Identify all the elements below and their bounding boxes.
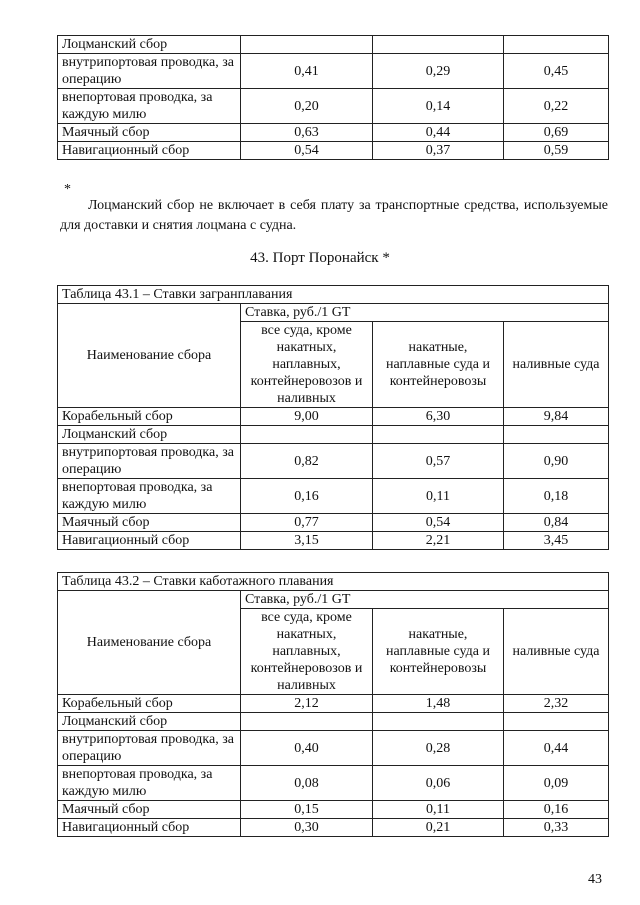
rate-cell: 0,90 xyxy=(504,444,609,479)
header-fee-name: Наименование сбора xyxy=(58,591,241,695)
fee-name: внепортовая проводка, за каждую милю xyxy=(58,766,241,801)
table-row xyxy=(58,713,609,731)
rate-cell: 0,45 xyxy=(504,54,609,89)
fee-name: Маячный сбор xyxy=(58,801,241,819)
rate-cell: 9,00 xyxy=(241,408,373,426)
table-caption-row xyxy=(58,286,609,304)
footnote-text: Лоцманский сбор не включает в себя плату за транспортные средства, используемые для доставки и снятия лоцмана с судна. xyxy=(60,198,608,233)
header-col-all-ships: все суда, кроме накатных, наплавных, контейнеровозов и наливных xyxy=(241,322,373,408)
rate-cell: 0,11 xyxy=(373,801,504,819)
rate-cell: 0,59 xyxy=(504,142,609,160)
header-col-roro: накатные, наплавные суда и контейнеровозы xyxy=(373,322,504,408)
rate-cell xyxy=(504,713,609,731)
header-col-all-ships: все суда, кроме накатных, наплавных, контейнеровозов и наливных xyxy=(241,609,373,695)
rate-cell: 0,54 xyxy=(241,142,373,160)
rate-cell: 2,12 xyxy=(241,695,373,713)
header-row xyxy=(58,591,609,609)
header-fee-name: Наименование сбора xyxy=(58,304,241,408)
table-row xyxy=(58,142,609,160)
fee-name: Навигационный сбор xyxy=(58,142,241,160)
table-43-1 xyxy=(57,285,609,550)
rate-cell: 0,15 xyxy=(241,801,373,819)
rate-cell: 0,69 xyxy=(504,124,609,142)
continuation-table xyxy=(57,35,609,160)
rate-cell: 0,16 xyxy=(241,479,373,514)
fee-name: внутрипортовая проводка, за операцию xyxy=(58,54,241,89)
fee-name: Лоцманский сбор xyxy=(58,426,241,444)
fee-name: внепортовая проводка, за каждую милю xyxy=(58,479,241,514)
rate-cell: 0,63 xyxy=(241,124,373,142)
header-row xyxy=(58,304,609,322)
table-43-2 xyxy=(57,572,609,837)
rate-cell: 2,32 xyxy=(504,695,609,713)
rate-cell xyxy=(373,713,504,731)
rate-cell xyxy=(504,426,609,444)
rate-cell: 3,45 xyxy=(504,532,609,550)
fee-name: Маячный сбор xyxy=(58,124,241,142)
rate-cell xyxy=(373,36,504,54)
fee-name: Корабельный сбор xyxy=(58,408,241,426)
rate-cell: 0,29 xyxy=(373,54,504,89)
table-row xyxy=(58,514,609,532)
header-col-tankers: наливные суда xyxy=(504,322,609,408)
header-col-tankers: наливные суда xyxy=(504,609,609,695)
header-col-roro: накатные, наплавные суда и контейнеровозы xyxy=(373,609,504,695)
rate-cell: 0,21 xyxy=(373,819,504,837)
rate-cell: 0,44 xyxy=(373,124,504,142)
rate-cell: 0,14 xyxy=(373,89,504,124)
table-row xyxy=(58,695,609,713)
table-caption: Таблица 43.2 – Ставки каботажного плавания xyxy=(58,573,609,591)
rate-cell: 0,11 xyxy=(373,479,504,514)
rate-cell xyxy=(504,36,609,54)
fee-name: внутрипортовая проводка, за операцию xyxy=(58,731,241,766)
rate-cell xyxy=(241,36,373,54)
rate-cell xyxy=(241,713,373,731)
rate-cell xyxy=(373,426,504,444)
table-caption-row xyxy=(58,573,609,591)
table-row xyxy=(58,54,609,89)
table-row xyxy=(58,89,609,124)
fee-name: Маячный сбор xyxy=(58,514,241,532)
footnote-marker: * xyxy=(64,182,71,197)
fee-name: Навигационный сбор xyxy=(58,532,241,550)
rate-cell: 0,84 xyxy=(504,514,609,532)
table-row xyxy=(58,426,609,444)
fee-name: внутрипортовая проводка, за операцию xyxy=(58,444,241,479)
table-row xyxy=(58,36,609,54)
rate-cell: 2,21 xyxy=(373,532,504,550)
header-rate: Ставка, руб./1 GT xyxy=(241,304,609,322)
rate-cell: 0,54 xyxy=(373,514,504,532)
fee-name: Навигационный сбор xyxy=(58,819,241,837)
header-rate: Ставка, руб./1 GT xyxy=(241,591,609,609)
rate-cell: 0,22 xyxy=(504,89,609,124)
table-row xyxy=(58,444,609,479)
rate-cell: 0,77 xyxy=(241,514,373,532)
rate-cell: 0,37 xyxy=(373,142,504,160)
rate-cell: 0,82 xyxy=(241,444,373,479)
rate-cell: 0,40 xyxy=(241,731,373,766)
rate-cell: 0,28 xyxy=(373,731,504,766)
table-row xyxy=(58,532,609,550)
fee-name: Лоцманский сбор xyxy=(58,36,241,54)
table-row xyxy=(58,801,609,819)
rate-cell xyxy=(241,426,373,444)
table-row xyxy=(58,731,609,766)
rate-cell: 3,15 xyxy=(241,532,373,550)
rate-cell: 1,48 xyxy=(373,695,504,713)
table-row xyxy=(58,408,609,426)
table-caption: Таблица 43.1 – Ставки загранплавания xyxy=(58,286,609,304)
rate-cell: 0,09 xyxy=(504,766,609,801)
rate-cell: 6,30 xyxy=(373,408,504,426)
table-row xyxy=(58,766,609,801)
rate-cell: 0,30 xyxy=(241,819,373,837)
section-heading: 43. Порт Поронайск * xyxy=(250,250,390,266)
rate-cell: 0,06 xyxy=(373,766,504,801)
fee-name: Лоцманский сбор xyxy=(58,713,241,731)
rate-cell: 0,33 xyxy=(504,819,609,837)
rate-cell: 0,18 xyxy=(504,479,609,514)
table-row xyxy=(58,479,609,514)
rate-cell: 0,44 xyxy=(504,731,609,766)
table-row xyxy=(58,819,609,837)
table-row xyxy=(58,124,609,142)
rate-cell: 0,20 xyxy=(241,89,373,124)
page-number: 43 xyxy=(588,872,602,887)
rate-cell: 9,84 xyxy=(504,408,609,426)
rate-cell: 0,57 xyxy=(373,444,504,479)
fee-name: внепортовая проводка, за каждую милю xyxy=(58,89,241,124)
fee-name: Корабельный сбор xyxy=(58,695,241,713)
rate-cell: 0,08 xyxy=(241,766,373,801)
rate-cell: 0,16 xyxy=(504,801,609,819)
rate-cell: 0,41 xyxy=(241,54,373,89)
